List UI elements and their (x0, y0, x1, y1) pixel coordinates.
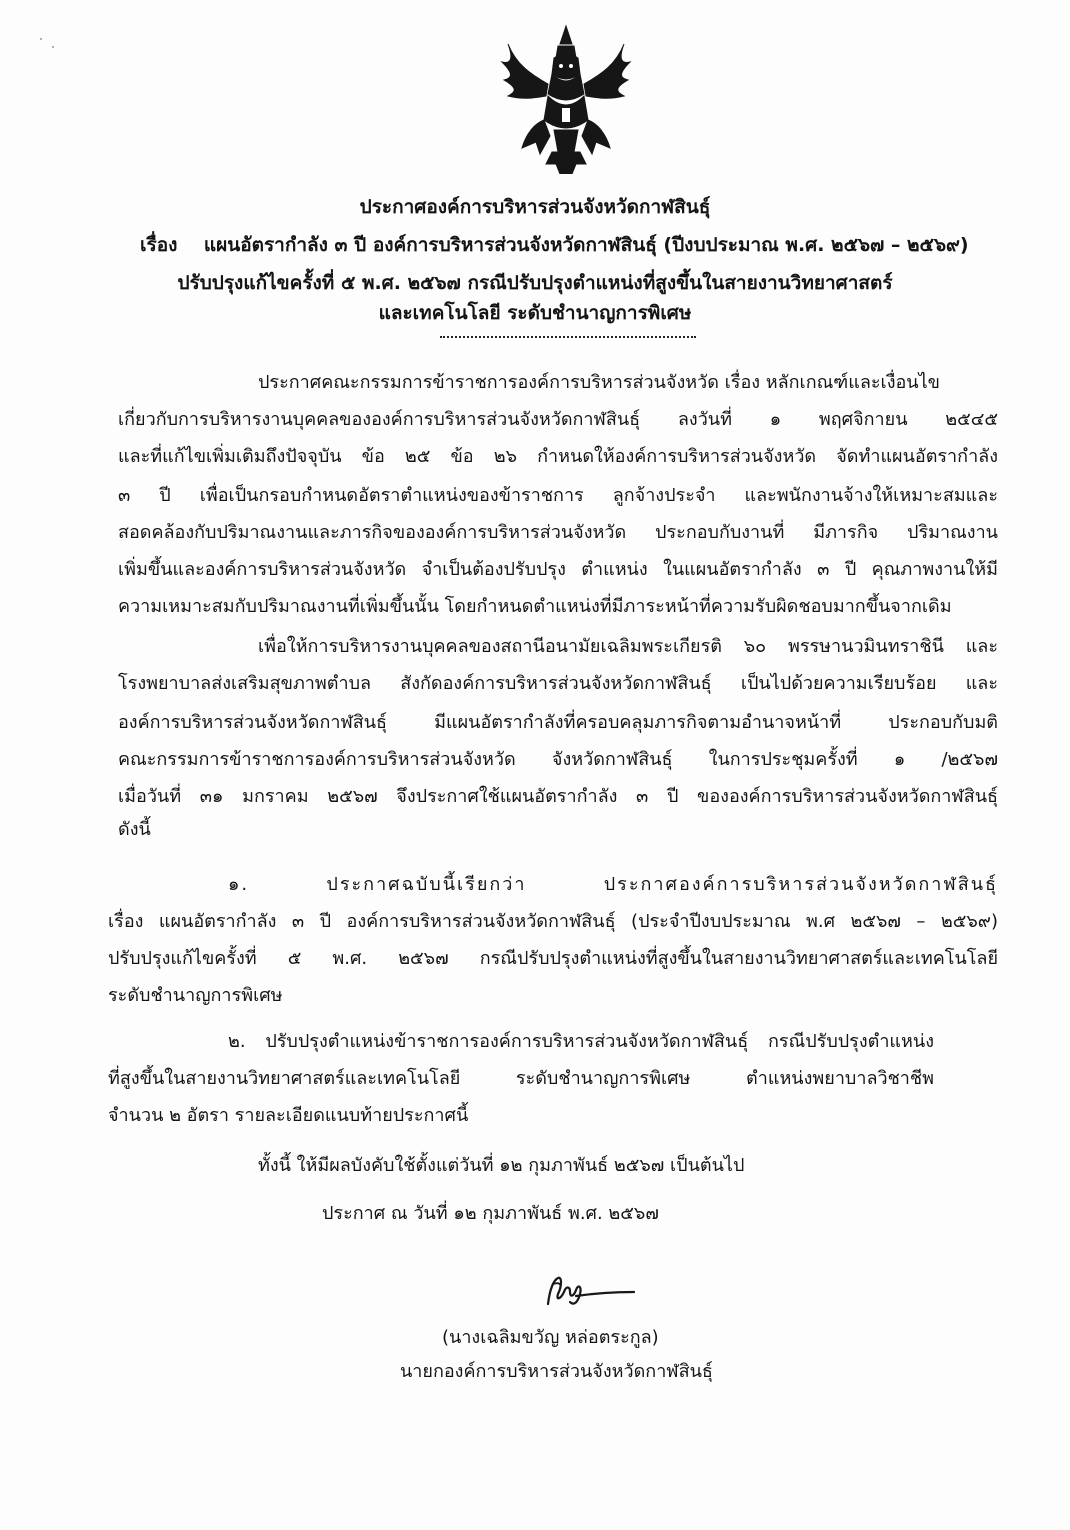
subject-label: เรื่อง (140, 234, 178, 256)
subject-line-1 (140, 230, 1000, 260)
subject-line-3: และเทคโนโลยี ระดับชำนาญการพิเศษ (378, 302, 692, 324)
item-1-line: ระดับชำนาญการพิเศษ (108, 985, 283, 1006)
paragraph-2-line: เพื่อให้การบริหารงานบุคคลของสถานีอนามัยเฉลิมพระเกียรติ ๖๐ พรรษานวมินทราชินี และ (258, 636, 998, 657)
header-divider (440, 336, 696, 338)
item-1-line: ๑. ประกาศฉบับนี้เรียกว่า ประกาศองค์การบริหารส่วนจังหวัดกาฬสินธุ์ (228, 874, 998, 895)
paragraph-2-line: คณะกรรมการข้าราชการองค์การบริหารส่วนจังหวัด จังหวัดกาฬสินธุ์ ในการประชุมครั้งที่ ๑ /๒๕๖๗ (118, 749, 998, 770)
announcement-title: ประกาศองค์การบริหารส่วนจังหวัดกาฬสินธุ์ (359, 196, 711, 218)
paragraph-2-line: โรงพยาบาลส่งเสริมสุขภาพตำบล สังกัดองค์การบริหารส่วนจังหวัดกาฬสินธุ์ เป็นไปด้วยความเรียบร้อย และ (118, 673, 998, 694)
item-2-line: ๒. ปรับปรุงตำแหน่งข้าราชการองค์การบริหารส่วนจังหวัดกาฬสินธุ์ กรณีปรับปรุงตำแหน่ง (228, 1031, 934, 1052)
garuda-emblem-icon (500, 24, 632, 174)
paragraph-2-line: ดังนี้ (118, 819, 151, 840)
paragraph-1-line: เพิ่มขึ้นและองค์การบริหารส่วนจังหวัด จำเป็นต้องปรับปรุง ตำแหน่ง ในแผนอัตรากำลัง ๓ ปี คุณภาพงานให้มี (118, 559, 998, 580)
item-1-line: ปรับปรุงแก้ไขครั้งที่ ๕ พ.ศ. ๒๕๖๗ กรณีปรับปรุงตำแหน่งที่สูงขึ้นในสายงานวิทยาศาสตร์และเทคโนโลยี (108, 948, 998, 969)
paragraph-1-line: และที่แก้ไขเพิ่มเติมถึงปัจจุบัน ข้อ ๒๕ ข้อ ๒๖ กำหนดให้องค์การบริหารส่วนจังหวัด จัดทำแผนอัตรากำลัง (118, 446, 998, 467)
signatory-position: นายกองค์การบริหารส่วนจังหวัดกาฬสินธุ์ (400, 1361, 713, 1382)
item-1-line: เรื่อง แผนอัตรากำลัง ๓ ปี องค์การบริหารส่วนจังหวัดกาฬสินธุ์ (ประจำปีงบประมาณ พ.ศ ๒๕๖๗ – ๒๕๖๙) (108, 911, 998, 932)
effective-date-line: ทั้งนี้ ให้มีผลบังคับใช้ตั้งแต่วันที่ ๑๒ กุมภาพันธ์ ๒๕๖๗ เป็นต้นไป (258, 1155, 745, 1176)
signature-mark-icon (540, 1272, 640, 1312)
paragraph-1-line: สอดคล้องกับปริมาณงานและภารกิจขององค์การบริหารส่วนจังหวัด ประกอบกับงานที่ มีภารกิจ ปริมาณงาน (118, 522, 998, 543)
item-2-line: ที่สูงขึ้นในสายงานวิทยาศาสตร์และเทคโนโลยี ระดับชำนาญการพิเศษ ตำแหน่งพยาบาลวิชาชีพ (108, 1068, 934, 1089)
signatory-name: (นางเฉลิมขวัญ หล่อตระกูล) (442, 1327, 659, 1348)
paragraph-2-line: องค์การบริหารส่วนจังหวัดกาฬสินธุ์ มีแผนอัตรากำลังที่ครอบคลุมภารกิจตามอำนาจหน้าที่ ประกอบกับมติ (118, 712, 998, 733)
paragraph-1-line: ความเหมาะสมกับปริมาณงานที่เพิ่มขึ้นนั้น โดยกำหนดตำแหน่งที่มีภาระหน้าที่ความรับผิดชอบมากขึ้นจากเดิม (118, 596, 952, 617)
scan-speck (40, 38, 42, 40)
subject-line-2: ปรับปรุงแก้ไขครั้งที่ ๕ พ.ศ. ๒๕๖๗ กรณีปรับปรุงตำแหน่งที่สูงขึ้นในสายงานวิทยาศาสตร์ (177, 272, 893, 294)
item-2-line: จำนวน ๒ อัตรา รายละเอียดแนบท้ายประกาศนี้ (108, 1105, 469, 1126)
announcement-date-line: ประกาศ ณ วันที่ ๑๒ กุมภาพันธ์ พ.ศ. ๒๕๖๗ (322, 1203, 659, 1224)
scan-speck (52, 46, 54, 48)
paragraph-1-line: ประกาศคณะกรรมการข้าราชการองค์การบริหารส่วนจังหวัด เรื่อง หลักเกณฑ์และเงื่อนไข (258, 372, 940, 393)
paragraph-1-line: ๓ ปี เพื่อเป็นกรอบกำหนดอัตราตำแหน่งของข้าราชการ ลูกจ้างประจำ และพนักงานจ้างให้เหมาะสมและ (118, 485, 998, 506)
paragraph-1-line: เกี่ยวกับการบริหารงานบุคคลขององค์การบริหารส่วนจังหวัดกาฬสินธุ์ ลงวันที่ ๑ พฤศจิกายน ๒๕๔๕ (118, 409, 998, 430)
subject-text-1: แผนอัตรากำลัง ๓ ปี องค์การบริหารส่วนจังหวัดกาฬสินธุ์ (ปีงบประมาณ พ.ศ. ๒๕๖๗ – ๒๕๖๙) (203, 234, 969, 256)
paragraph-2-line: เมื่อวันที่ ๓๑ มกราคม ๒๕๖๗ จึงประกาศใช้แผนอัตรากำลัง ๓ ปี ขององค์การบริหารส่วนจังหวัดกาฬสินธุ์ (118, 786, 998, 807)
